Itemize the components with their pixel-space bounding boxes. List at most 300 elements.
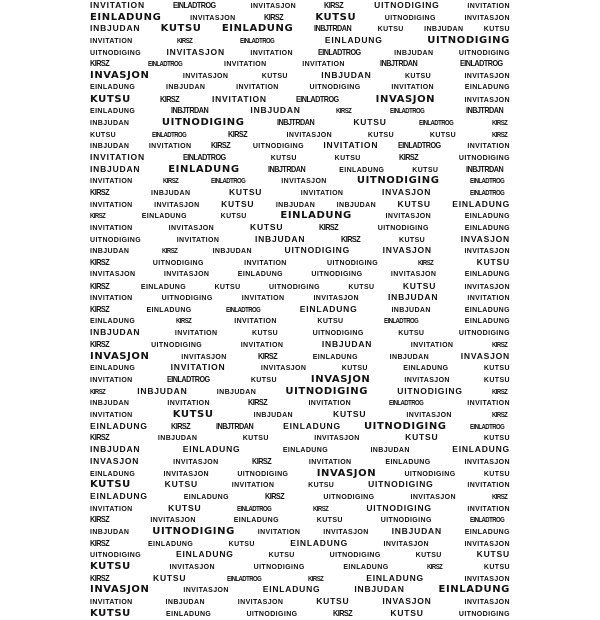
pattern-word: EINLADUNG (90, 420, 148, 431)
pattern-word: INBJUDAN (165, 599, 205, 607)
pattern-word: INVITATION (391, 83, 435, 91)
pattern-row (87, 105, 513, 117)
pattern-word: EINLADUNG (464, 83, 510, 91)
pattern-word: INVASJON (460, 233, 510, 244)
pattern-word: KIRSZ (175, 317, 192, 325)
pattern-word: INVITASJON (406, 412, 452, 420)
pattern-word: EINLADTROG (239, 38, 275, 46)
pattern-word: INVITATION (467, 143, 510, 151)
pattern-word: INVITASJON (250, 3, 297, 10)
pattern-word: KUTSU (315, 11, 357, 23)
pattern-word: INVITATION (410, 341, 454, 349)
pattern-word: KIRSZ (90, 388, 106, 396)
pattern-word: KIRSZ (323, 0, 343, 10)
pattern-row (87, 210, 513, 222)
pattern-word: KUTSU (483, 377, 510, 384)
pattern-word: INBJUDAN (165, 83, 206, 91)
pattern-word: INVITATION (167, 400, 210, 408)
pattern-word: KUTSU (90, 131, 117, 139)
pattern-word: INBJUDAN (212, 248, 252, 256)
pattern-word: INVITATION (240, 341, 284, 349)
pattern-row (87, 468, 513, 480)
pattern-row (87, 608, 513, 620)
pattern-word: KUTSU (390, 607, 424, 618)
pattern-word: KIRSZ (162, 178, 179, 186)
pattern-row (87, 503, 513, 515)
pattern-word: EINLADUNG (90, 11, 162, 23)
pattern-row (87, 222, 513, 234)
pattern-word: INVITATION (90, 201, 133, 209)
pattern-word: INBJUDAN (90, 400, 130, 408)
pattern-row (87, 561, 513, 573)
pattern-row (87, 421, 513, 433)
pattern-word: EINLADUNG (146, 306, 192, 314)
pattern-word: INVITASJON (464, 458, 510, 466)
pattern-row (87, 596, 513, 608)
pattern-word: INVITATION (236, 83, 279, 91)
pattern-word: EINLADTROG (225, 306, 260, 314)
pattern-word: INVITATION (211, 93, 267, 104)
pattern-word: UITNODIGING (356, 175, 440, 187)
pattern-word: UITNODIGING (312, 330, 364, 338)
pattern-word: INVITASJON (173, 458, 219, 466)
pattern-word: KIRSZ (319, 222, 339, 233)
pattern-word: KUTSU (221, 198, 255, 209)
pattern-word: KUTSU (341, 365, 368, 373)
pattern-word: INVASJON (90, 350, 150, 362)
pattern-word: KUTSU (214, 283, 241, 291)
pattern-word: KIRSZ (491, 341, 508, 349)
pattern-word: EINLADUNG (90, 490, 148, 501)
pattern-row (87, 0, 513, 12)
pattern-word: EINLADTROG (419, 119, 454, 127)
pattern-word: KUTSU (483, 470, 510, 478)
pattern-word: EINLADUNG (464, 306, 510, 314)
pattern-word: INBJUDAN (321, 70, 372, 81)
pattern-word: INBJUDAN (424, 26, 464, 34)
pattern-word: KUTSU (415, 552, 442, 560)
pattern-word: KIRSZ (491, 131, 508, 139)
pattern-word: INBJTRDAN (313, 23, 351, 34)
pattern-word: INVITATION (176, 236, 220, 244)
pattern-word: EINLADUNG (312, 353, 358, 361)
pattern-word: KIRSZ (332, 607, 352, 618)
pattern-word: EINLADUNG (324, 35, 383, 46)
pattern-word: EINLADUNG (90, 83, 136, 91)
pattern-word: KUTSU (398, 330, 425, 338)
pattern-row (87, 409, 513, 421)
pattern-word: UITNODIGING (380, 517, 432, 525)
pattern-row (87, 70, 513, 82)
pattern-word: KIRSZ (160, 93, 180, 104)
pattern-word: KUTSU (367, 131, 395, 139)
pattern-word: EINLADUNG (147, 540, 194, 548)
pattern-word: KIRSZ (398, 151, 418, 162)
pattern-word: KIRSZ (247, 397, 268, 408)
pattern-word: UITNODIGING (90, 552, 142, 560)
pattern-row (87, 432, 513, 444)
pattern-word: INVITASJON (464, 248, 510, 256)
pattern-word: UITNODIGING (458, 330, 510, 338)
pattern-word: INVITASJON (313, 295, 359, 303)
pattern-word: INVITATION (90, 412, 133, 420)
pattern-word: KIRSZ (90, 257, 110, 268)
pattern-word: INVITASJON (190, 14, 236, 22)
pattern-word: INVITASJON (464, 540, 510, 548)
pattern-word: KUTSU (160, 23, 202, 35)
pattern-word: KIRSZ (90, 514, 110, 525)
pattern-word: EINLADUNG (140, 283, 187, 291)
pattern-word: INVITATION (250, 49, 293, 57)
pattern-word: EINLADUNG (141, 213, 187, 221)
pattern-word: EINLADTROG (182, 151, 226, 162)
pattern-word: KUTSU (377, 26, 404, 34)
pattern-row (87, 35, 513, 47)
pattern-row (87, 362, 513, 374)
pattern-word: KIRSZ (161, 248, 178, 256)
pattern-word: INVITASJON (260, 365, 307, 373)
pattern-row (87, 339, 513, 351)
pattern-word: EINLADUNG (90, 317, 136, 325)
pattern-word: EINLADUNG (283, 420, 341, 431)
pattern-word: INVITASJON (404, 377, 450, 384)
pattern-word: UITNODIGING (329, 552, 381, 560)
pattern-word: INVITASJON (464, 73, 510, 81)
pattern-row (87, 269, 513, 281)
pattern-word: EINLADTROG (384, 317, 419, 325)
pattern-word: INBJUDAN (370, 447, 410, 455)
pattern-word: UITNODIGING (368, 479, 434, 490)
pattern-word: KIRSZ (90, 280, 110, 291)
pattern-word: KUTSU (483, 365, 510, 373)
pattern-row (87, 82, 513, 94)
pattern-row (87, 199, 513, 211)
pattern-word: INVITATION (231, 482, 275, 490)
pattern-word: INBJUDAN (336, 201, 377, 209)
pattern-row (87, 456, 513, 468)
pattern-word: UITNODIGING (246, 610, 298, 618)
pattern-word: EINLADTROG (152, 131, 187, 139)
pattern-word: INVITASJON (166, 46, 225, 57)
pattern-word: EINLADUNG (175, 549, 234, 560)
pattern-word: INVASJON (382, 245, 432, 256)
pattern-word: UITNODIGING (374, 0, 440, 10)
pattern-word: EINLADUNG (90, 365, 136, 373)
pattern-row (87, 129, 513, 141)
pattern-row (87, 94, 513, 106)
pattern-word: EINLADUNG (366, 572, 424, 583)
pattern-word: KIRSZ (90, 58, 110, 69)
pattern-word: INVITASJON (464, 96, 510, 104)
pattern-word: INBJUDAN (275, 201, 316, 209)
pattern-word: UITNODIGING (152, 260, 204, 268)
pattern-word: EINLADUNG (280, 210, 352, 222)
pattern-row (87, 386, 513, 398)
pattern-word: KUTSU (242, 435, 269, 443)
pattern-word: KUTSU (429, 131, 457, 139)
pattern-word: KIRSZ (177, 38, 193, 46)
pattern-row (87, 549, 513, 561)
pattern-word: EINLADUNG (438, 584, 510, 596)
pattern-word: INVITATION (90, 377, 133, 384)
pattern-word: UITNODIGING (377, 225, 429, 233)
pattern-word: KIRSZ (258, 350, 278, 361)
pattern-word: UITNODIGING (151, 341, 203, 349)
pattern-word: KIRSZ (491, 412, 508, 420)
pattern-word: EINLADUNG (403, 365, 449, 373)
pattern-word: INBJTRDAN (380, 58, 418, 69)
pattern-word: INVITASJON (168, 225, 215, 233)
pattern-word: INVITATION (241, 295, 285, 303)
pattern-word: EINLADUNG (166, 610, 212, 618)
pattern-word: INVITATION (308, 458, 352, 466)
pattern-word: INBJUDAN (137, 385, 188, 396)
pattern-word: EINLADUNG (339, 166, 385, 174)
pattern-word: KUTSU (397, 198, 431, 209)
pattern-word: KUTSU (261, 73, 288, 81)
pattern-word: KIRSZ (264, 11, 284, 22)
pattern-word: KUTSU (483, 435, 510, 443)
pattern-word: INVITASJON (163, 470, 210, 478)
pattern-word: EINLADUNG (182, 444, 241, 455)
pattern-row (87, 479, 513, 491)
pattern-word: INVITASJON (323, 528, 369, 536)
pattern-word: INVITASJON (90, 270, 136, 278)
pattern-word: INVITATION (467, 505, 510, 513)
pattern-word: INVITATION (467, 295, 510, 303)
pattern-row (87, 444, 513, 456)
pattern-word: INBJUDAN (389, 353, 430, 361)
pattern-word: EINLADUNG (282, 447, 329, 455)
pattern-word: UITNODIGING (253, 564, 305, 571)
pattern-word: EINLADUNG (299, 303, 358, 314)
pattern-word: KUTSU (250, 377, 277, 384)
pattern-word: KIRSZ (340, 233, 361, 244)
pattern-word: INVITATION (300, 190, 344, 197)
pattern-word: INBJTRDAN (267, 163, 305, 174)
pattern-word: INVITASJON (464, 599, 510, 607)
pattern-word: KIRSZ (312, 505, 329, 513)
pattern-word: KUTSU (317, 317, 344, 325)
pattern-word: INBJUDAN (157, 435, 198, 443)
pattern-word: KUTSU (334, 154, 361, 162)
pattern-row (87, 164, 513, 176)
pattern-word: EINLADTROG (236, 505, 272, 513)
pattern-word: EINLADTROG (172, 0, 216, 10)
pattern-word: INVITATION (90, 0, 145, 10)
pattern-word: INVITASJON (390, 270, 437, 278)
pattern-word: INVITASJON (464, 283, 510, 291)
pattern-row (87, 245, 513, 257)
pattern-word: INVITASJON (464, 575, 510, 583)
pattern-word: KUTSU (90, 93, 131, 105)
pattern-word: UITNODIGING (311, 270, 363, 278)
pattern-word: INVITATION (467, 3, 510, 10)
pattern-word: KIRSZ (90, 537, 110, 548)
pattern-word: INVITATION (223, 61, 267, 69)
pattern-word: INBJTRDAN (466, 163, 504, 174)
pattern-row (87, 304, 513, 316)
pattern-word: KIRSZ (170, 420, 190, 431)
pattern-word: INBJUDAN (394, 49, 434, 57)
pattern-word: KUTSU (333, 409, 367, 420)
pattern-word: UITNODIGING (252, 143, 304, 151)
pattern-word: INVITASJON (163, 270, 210, 278)
pattern-word: INBJUDAN (90, 444, 141, 455)
pattern-word: KUTSU (250, 222, 284, 233)
pattern-word: INVASJON (460, 350, 510, 361)
pattern-row (87, 187, 513, 199)
pattern-word: KIRSZ (491, 493, 508, 501)
pattern-word: INVITASJON (286, 131, 333, 139)
pattern-row (87, 257, 513, 269)
pattern-word: INVASJON (375, 93, 436, 105)
pattern-row (87, 514, 513, 526)
pattern-word: EINLADUNG (290, 537, 348, 548)
pattern-word: EINLADUNG (233, 517, 279, 525)
pattern-word: KUTSU (316, 596, 350, 607)
pattern-word: UITNODIGING (366, 502, 432, 513)
pattern-word: INVITATION (90, 599, 133, 607)
pattern-row (87, 175, 513, 187)
pattern-word: INBJTRDAN (277, 116, 315, 127)
pattern-word: INVASJON (381, 187, 432, 197)
pattern-word: INVITATION (90, 295, 133, 303)
pattern-word: INVASJON (310, 374, 371, 385)
pattern-word: EINLADTROG (148, 61, 183, 69)
pattern-word: KIRSZ (491, 388, 508, 396)
pattern-word: INVITASJON (154, 201, 200, 209)
pattern-word: KIRSZ (228, 128, 248, 139)
pattern-word: INVITASJON (150, 517, 196, 525)
pattern-word: INVITASJON (281, 178, 327, 186)
pattern-word: INVITATION (467, 400, 510, 408)
pattern-row (87, 573, 513, 585)
pattern-word: EINLADTROG (469, 178, 504, 186)
pattern-word: UITNODIGING (90, 236, 142, 244)
pattern-word: INVITATION (90, 38, 133, 46)
pattern-word: UITNODIGING (90, 49, 142, 57)
pattern-word: EINLADUNG (464, 528, 510, 536)
pattern-row (87, 117, 513, 129)
pattern-word: EINLADTROG (459, 58, 503, 69)
pattern-row (87, 538, 513, 550)
pattern-word: INBJUDAN (354, 584, 405, 595)
pattern-word: INBJUDAN (391, 306, 431, 314)
pattern-word: EINLADUNG (168, 163, 240, 175)
pattern-word: EINLADUNG (464, 317, 510, 325)
pattern-word: INVITATION (308, 400, 352, 408)
pattern-word: UITNODIGING (458, 49, 510, 57)
pattern-word: EINLADUNG (452, 444, 510, 455)
pattern-word: KUTSU (404, 73, 432, 81)
pattern-word: EINLADUNG (262, 584, 321, 595)
pattern-word: INVASJON (90, 70, 150, 82)
pattern-word: INVITASJON (385, 213, 432, 221)
pattern-word: INVASJON (90, 584, 150, 596)
pattern-word: KIRSZ (336, 108, 352, 116)
pattern-row (87, 374, 513, 386)
pattern-word: INBJUDAN (254, 233, 306, 244)
pattern-word: UITNODIGING (458, 154, 510, 162)
pattern-sheet (87, 0, 513, 619)
pattern-word: INVITATION (174, 330, 218, 338)
pattern-word: INVITATION (467, 482, 510, 490)
pattern-word: UITNODIGING (323, 493, 375, 501)
pattern-word: UITNODIGING (161, 116, 245, 128)
pattern-word: INBJTRDAN (466, 105, 504, 116)
pattern-word: KUTSU (476, 549, 510, 560)
pattern-word: INVITATION (90, 505, 133, 513)
pattern-word: INVITASJON (383, 540, 429, 548)
pattern-row (87, 584, 513, 596)
pattern-word: INVITATION (90, 151, 145, 162)
pattern-word: UITNODIGING (268, 283, 321, 291)
pattern-word: INVITASJON (181, 353, 227, 361)
pattern-word: KUTSU (412, 166, 439, 174)
pattern-word: INVASJON (316, 467, 377, 479)
pattern-word: INVITASJON (314, 435, 360, 443)
pattern-word: KUTSU (168, 502, 202, 513)
pattern-word: INBJUDAN (250, 105, 301, 116)
pattern-word: INBJUDAN (90, 248, 130, 256)
pattern-word: INBJTRDAN (216, 420, 254, 431)
pattern-word: KUTSU (252, 330, 279, 338)
pattern-word: UITNODIGING (397, 385, 463, 396)
pattern-word: KUTSU (153, 572, 187, 583)
pattern-word: KUTSU (483, 564, 510, 571)
pattern-row (87, 281, 513, 293)
pattern-word: KIRSZ (210, 140, 231, 151)
pattern-word: KUTSU (476, 257, 510, 268)
pattern-word: EINLADTROG (397, 140, 441, 151)
pattern-word: EINLADUNG (90, 108, 136, 116)
pattern-word: INVITATION (302, 61, 345, 69)
pattern-word: EINLADTROG (389, 400, 424, 408)
pattern-word: UITNODIGING (427, 35, 510, 47)
pattern-word: INVITATION (257, 528, 301, 536)
pattern-word: INBJUDAN (216, 388, 257, 396)
pattern-word: UITNODIGING (161, 295, 213, 303)
pattern-word: UITNODIGING (327, 260, 379, 268)
pattern-row (87, 316, 513, 328)
pattern-word: INBJUDAN (90, 528, 130, 536)
pattern-row (87, 351, 513, 363)
pattern-word: EINLADTROG (469, 423, 504, 431)
pattern-word: EINLADUNG (237, 270, 283, 278)
pattern-word: EINLADUNG (385, 458, 431, 466)
pattern-word: EINLADUNG (464, 213, 510, 221)
pattern-word: INBJUDAN (387, 292, 439, 303)
pattern-word: INBJUDAN (90, 143, 130, 151)
pattern-word: EINLADUNG (183, 493, 229, 501)
pattern-row (87, 397, 513, 409)
pattern-word: INBJUDAN (151, 190, 191, 197)
pattern-word: INBJUDAN (321, 338, 373, 349)
pattern-word: EINLADTROG (469, 190, 504, 197)
pattern-word: INBJUDAN (253, 412, 293, 420)
pattern-word: UITNODIGING (309, 83, 361, 91)
pattern-word: EINLADTROG (318, 46, 362, 57)
pattern-word: EINLADUNG (452, 198, 510, 209)
pattern-word: INVITATION (90, 178, 133, 186)
pattern-word: INVITASJON (237, 599, 284, 607)
pattern-word: KIRSZ (90, 303, 110, 314)
pattern-word: KUTSU (348, 283, 375, 291)
pattern-word: KUTSU (228, 187, 263, 197)
pattern-row (87, 47, 513, 59)
pattern-row (87, 140, 513, 152)
